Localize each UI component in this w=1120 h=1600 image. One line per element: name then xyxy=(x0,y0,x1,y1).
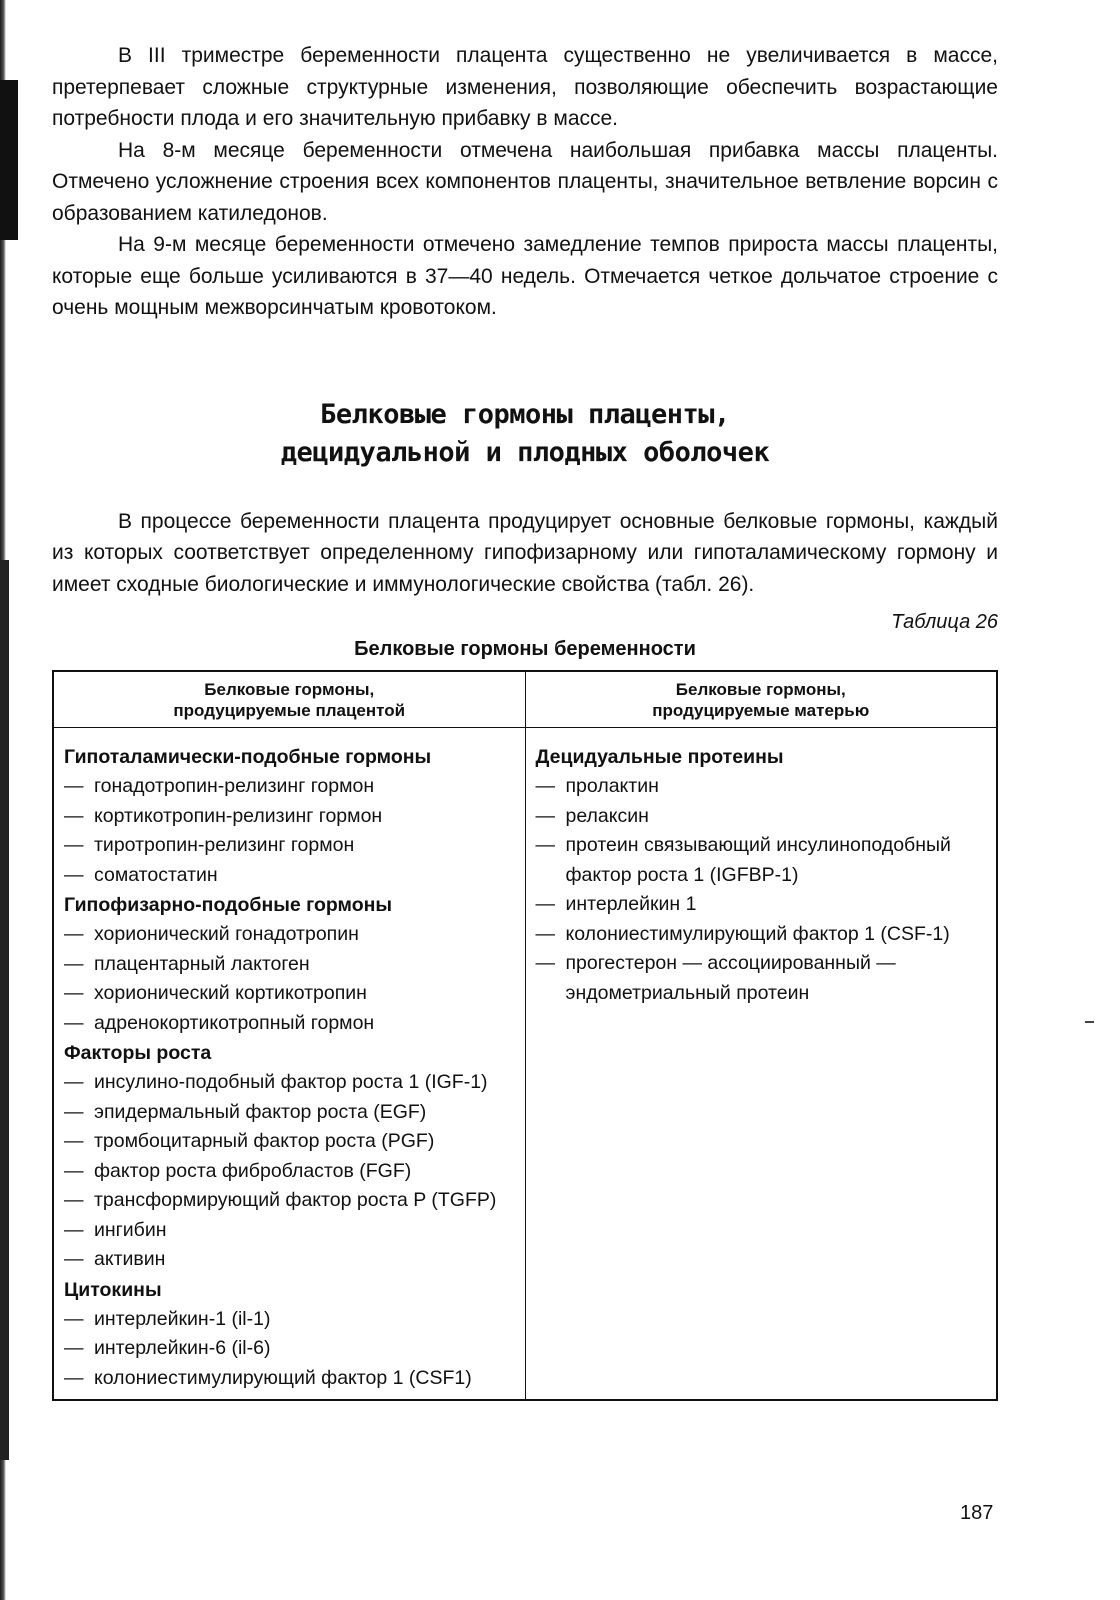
list-item-text: колониестимулирующий фактор 1 (CSF-1) xyxy=(565,922,950,945)
dash-marker: — xyxy=(64,1100,84,1123)
section-title xyxy=(52,396,998,472)
list-item-text: тиротропин-релизинг гормон xyxy=(94,834,355,856)
group-title: Цитокины xyxy=(64,1278,162,1301)
page-content xyxy=(52,40,998,1401)
dash-marker: — xyxy=(64,1011,84,1034)
hormones-table xyxy=(52,670,998,1401)
list-item xyxy=(64,979,515,1009)
scan-shadow xyxy=(0,560,9,1460)
list-item xyxy=(64,1305,515,1335)
dash-marker: — xyxy=(64,1071,84,1093)
dash-marker: — xyxy=(535,952,555,974)
list-item-text: эпидермальный фактор роста (EGF) xyxy=(94,1100,427,1123)
list-item-text: гонадотропин-релизинг гормон xyxy=(94,775,375,797)
list-item-text: ингибин xyxy=(94,1218,167,1241)
list-item xyxy=(536,920,987,950)
list-item-text: протеин связывающий инсулиноподобный фактор роста 1 (IGFBP-1) xyxy=(565,834,951,886)
dash-marker: — xyxy=(64,804,84,827)
list-item-text: инсулино-подобный фактор роста 1 (IGF-1) xyxy=(94,1071,488,1093)
column-header-line: продуцируемые плацентой xyxy=(173,701,406,720)
list-item-text: хорионический кортикотропин xyxy=(94,982,367,1004)
list-item xyxy=(64,1216,515,1246)
list-item xyxy=(64,950,515,980)
list-item-text: фактор роста фибробластов (FGF) xyxy=(94,1159,412,1182)
paragraph: На 9-м месяце беременности отмечено замедление темпов прироста массы плаценты, которые еще больше усиливаются в 37—40 недель. Отмечается четкое дольчатое строение с очень мощным межворсинчатым кровотоком. xyxy=(52,233,998,319)
list-item-text: колониестимулирующий фактор 1 (CSF1) xyxy=(94,1366,472,1389)
table-number: Таблица 26 xyxy=(891,611,998,633)
list-item xyxy=(64,1364,515,1394)
dash-marker: — xyxy=(64,863,84,886)
list-item xyxy=(64,1009,515,1039)
dash-marker: — xyxy=(64,1218,84,1241)
dash-marker: — xyxy=(64,1130,84,1152)
dash-marker: — xyxy=(64,1159,84,1182)
list-item xyxy=(64,1068,515,1098)
list-item xyxy=(536,831,987,890)
dash-marker: — xyxy=(64,1189,84,1211)
list-item xyxy=(64,920,515,950)
dash-marker: — xyxy=(64,952,84,975)
scan-speck xyxy=(1085,1021,1094,1023)
list-item-text: трансформирующий фактор роста P (TGFP) xyxy=(94,1189,497,1211)
dash-marker: — xyxy=(64,982,84,1004)
dash-marker: — xyxy=(64,834,84,856)
list-item xyxy=(64,802,515,832)
table-caption: Белковые гормоны беременности xyxy=(354,638,696,660)
list-item xyxy=(536,772,987,802)
list-item-text: адренокортикотропный гормон xyxy=(94,1011,375,1034)
list-item xyxy=(64,1157,515,1187)
dash-marker: — xyxy=(64,1307,84,1330)
intro-paragraph: В процессе беременности плацента продуцирует основные белковые гормоны, каждый из которых соответствует определенному гипофизарному или гипоталамическому гормону и имеет сходные биологические и иммунологические свойства (табл. 26). xyxy=(52,509,998,596)
list-item xyxy=(64,1127,515,1157)
group-title: Факторы роста xyxy=(64,1042,212,1064)
section-title-line: децидуальной и плодных оболочек xyxy=(280,436,770,468)
dash-marker: — xyxy=(64,1337,84,1359)
list-item-text: соматостатин xyxy=(94,863,218,886)
list-item xyxy=(64,1186,515,1216)
list-item xyxy=(536,949,987,1008)
dash-marker: — xyxy=(64,1366,84,1389)
list-item-text: плацентарный лактоген xyxy=(94,952,310,975)
group-title: Гипофизарно-подобные гормоны xyxy=(64,894,393,916)
dash-marker: — xyxy=(535,922,555,945)
list-item xyxy=(64,1334,515,1364)
list-item xyxy=(64,1245,515,1275)
dash-marker: — xyxy=(64,775,84,797)
column-header-line: продуцируемые матерью xyxy=(652,701,870,720)
list-item-text: тромбоцитарный фактор роста (PGF) xyxy=(94,1130,435,1152)
group-title: Децидуальные протеины xyxy=(535,746,784,768)
mother-hormones-cell xyxy=(525,728,997,1401)
column-header-line: Белковые гормоны, xyxy=(675,680,846,699)
page-number: 187 xyxy=(960,1502,994,1524)
dash-marker: — xyxy=(535,834,555,856)
dash-marker: — xyxy=(64,923,84,945)
list-item xyxy=(536,890,987,920)
paragraph: В III триместре беременности плацента существенно не увеличивается в массе, претерпевает сложные структурные изменения, позволяющие обеспечить возрастающие потребности плода и его значительную прибавку в массе. xyxy=(52,44,998,130)
list-item-text: пролактин xyxy=(565,775,659,797)
column-header-line: Белковые гормоны, xyxy=(204,680,375,699)
dash-marker: — xyxy=(535,775,555,797)
list-item-text: релаксин xyxy=(565,804,649,827)
list-item-text: хорионический гонадотропин xyxy=(94,923,359,945)
dash-marker: — xyxy=(64,1248,84,1270)
list-item xyxy=(64,831,515,861)
list-item-text: прогестерон — ассоциированный — эндометриальный протеин xyxy=(565,952,896,1004)
list-item xyxy=(64,861,515,891)
placenta-hormones-cell xyxy=(53,728,525,1401)
list-item xyxy=(536,802,987,832)
paragraph: На 8-м месяце беременности отмечена наибольшая прибавка массы плаценты. Отмечено усложнение строения всех компонентов плаценты, значительное ветвление ворсин с образованием катиледонов. xyxy=(52,138,998,225)
list-item-text: активин xyxy=(94,1248,166,1270)
list-item-text: интерлейкин-6 (il-6) xyxy=(94,1337,271,1359)
list-item-text: интерлейкин-1 (il-1) xyxy=(94,1307,271,1330)
column-header-mother xyxy=(525,671,997,728)
group-title: Гипоталамически-подобные гормоны xyxy=(64,746,432,768)
column-header-placenta xyxy=(53,671,525,728)
list-item-text: кортикотропин-релизинг гормон xyxy=(94,804,383,827)
dash-marker: — xyxy=(535,804,555,827)
section-title-line: Белковые гормоны плаценты, xyxy=(320,398,730,430)
list-item xyxy=(64,772,515,802)
scan-shadow xyxy=(0,80,18,240)
dash-marker: — xyxy=(535,893,555,915)
list-item-text: интерлейкин 1 xyxy=(565,893,697,915)
list-item xyxy=(64,1098,515,1128)
